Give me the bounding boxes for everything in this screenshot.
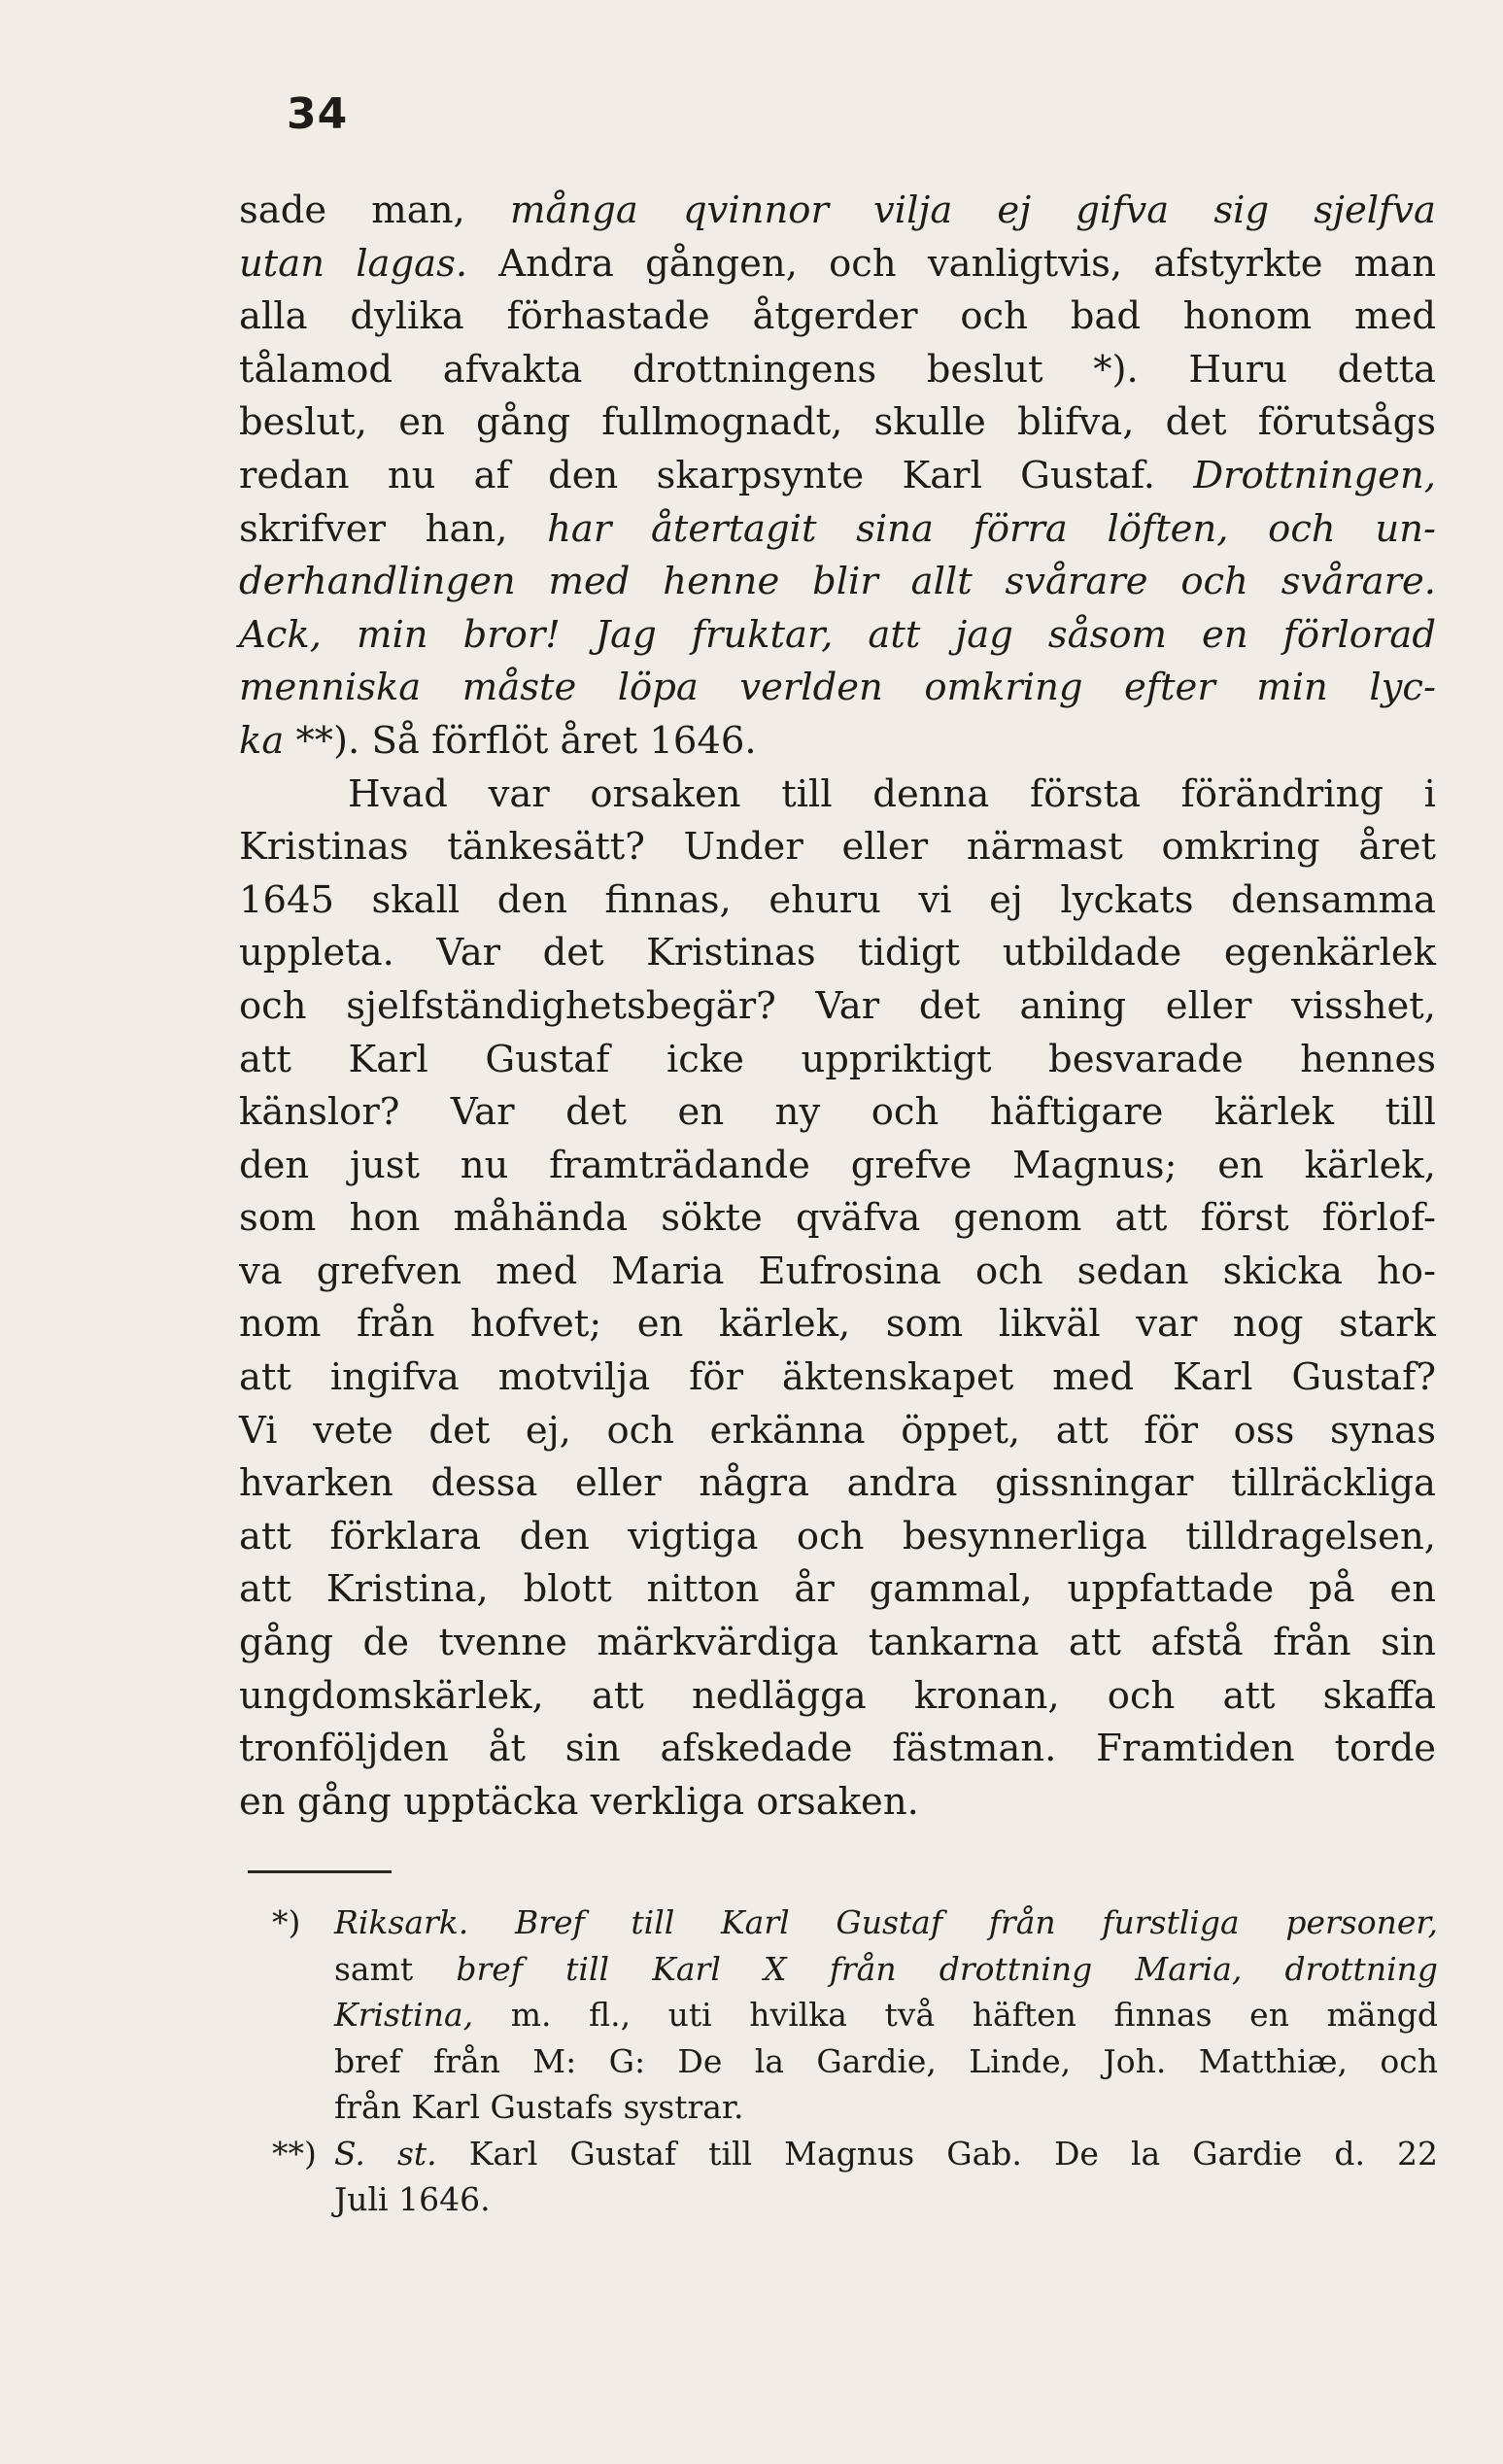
- body-text: [239, 185, 1436, 1829]
- footnote-line: [334, 2038, 1438, 2085]
- text-run: en gång upptäcka verkliga orsaken.: [239, 1779, 919, 1824]
- footnote-divider: [248, 1870, 392, 1873]
- text-run: att ingifva motvilja för äktenskapet med Karl Gustaf?: [239, 1355, 1436, 1400]
- footnote-line: [334, 1992, 1438, 2038]
- text-line: [239, 238, 1436, 291]
- page-number: 34: [287, 89, 349, 139]
- text-line: [239, 556, 1436, 609]
- footnote-line: [334, 2084, 1438, 2131]
- italic-text: Ack, min bror! Jag fruktar, att jag såsom en förlorad: [239, 612, 1436, 657]
- text-run: Karl Gustaf till Magnus Gab. De la Gardie d. 22: [436, 2134, 1438, 2173]
- text-run: den just nu framträdande grefve Magnus; en kärlek,: [239, 1143, 1436, 1187]
- italic-text: har återtagit sina förra löften, och un-: [547, 506, 1436, 551]
- text-line: [239, 769, 1436, 822]
- text-line: [239, 1457, 1436, 1511]
- text-run: att Karl Gustaf icke uppriktigt besvarade hennes: [239, 1037, 1436, 1081]
- italic-text: menniska måste löpa verlden omkring efter min lyc-: [239, 666, 1436, 710]
- text-line: [239, 821, 1436, 874]
- text-run: gång de tvenne märkvärdiga tankarna att afstå från sin: [239, 1621, 1436, 1665]
- text-line: [239, 1086, 1436, 1140]
- text-line: [239, 1405, 1436, 1458]
- italic-text: Riksark. Bref till Karl Gustaf från furstliga personer,: [334, 1903, 1438, 1941]
- text-line: [239, 503, 1436, 557]
- text-line: [239, 1298, 1436, 1352]
- footnote-mark: **): [272, 2134, 317, 2173]
- text-line: [239, 1670, 1436, 1724]
- text-run: och sjelfständighetsbegär? Var det aning eller visshet,: [239, 983, 1436, 1028]
- text-run: att Kristina, blott nitton år gammal, uppfattade på en: [239, 1567, 1436, 1612]
- text-run: Kristinas tänkesätt? Under eller närmast omkring året: [239, 825, 1436, 870]
- text-run: uppleta. Var det Kristinas tidigt utbildade egenkärlek: [239, 931, 1436, 975]
- text-line: [239, 1723, 1436, 1776]
- footnote-line: [334, 2131, 1438, 2177]
- text-line: [239, 344, 1436, 397]
- text-run: från Karl Gustafs systrar.: [334, 2088, 744, 2126]
- text-run: känslor? Var det en ny och häftigare kärlek till: [239, 1090, 1436, 1135]
- text-line: [239, 1140, 1436, 1193]
- text-run: Juli 1646.: [334, 2180, 491, 2218]
- text-line: [239, 1511, 1436, 1564]
- text-run: samt: [334, 1949, 457, 1988]
- text-line: [239, 1034, 1436, 1087]
- text-line: [239, 396, 1436, 450]
- text-run: som hon måhända sökte qväfva genom att först förlof-: [239, 1196, 1436, 1241]
- italic-text: Kristina,: [334, 1996, 474, 2034]
- text-run: tronföljden åt sin afskedade fästman. Framtiden torde: [239, 1727, 1436, 1771]
- text-line: [239, 185, 1436, 238]
- italic-text: ka: [239, 718, 285, 763]
- text-line: [239, 450, 1436, 503]
- italic-text: S. st.: [334, 2134, 437, 2173]
- text-run: sade man,: [239, 188, 510, 232]
- italic-text: många qvinnor vilja ej gifva sig sjelfva: [509, 188, 1436, 232]
- text-line: [239, 291, 1436, 344]
- text-line: [239, 715, 1436, 769]
- text-run: bref från M: G: De la Gardie, Linde, Joh. Matthiæ, och: [334, 2041, 1438, 2080]
- text-run: Vi vete det ej, och erkänna öppet, att för oss synas: [239, 1408, 1436, 1453]
- footnote: [272, 2131, 1438, 2223]
- footnote: [272, 1899, 1438, 2131]
- text-run: beslut, en gång fullmognadt, skulle blifva, det förutsågs: [239, 400, 1436, 445]
- text-line: [239, 1776, 1436, 1830]
- text-line: [239, 609, 1436, 663]
- text-line: [239, 662, 1436, 715]
- footnote-line: [334, 2176, 1438, 2223]
- italic-text: Drottningen,: [1193, 453, 1436, 497]
- italic-text: derhandlingen med henne blir allt svårare och svårare.: [239, 560, 1436, 604]
- text-run: ungdomskärlek, att nedlägga kronan, och att skaffa: [239, 1673, 1436, 1718]
- text-line: [239, 1192, 1436, 1246]
- text-run: m. fl., uti hvilka två häften finnas en mängd: [473, 1996, 1438, 2034]
- text-run: alla dylika förhastade åtgerder och bad honom med: [239, 294, 1436, 339]
- footnote-line: [334, 1899, 1438, 1946]
- text-line: [239, 1246, 1436, 1299]
- text-run: skrifver han,: [239, 506, 548, 551]
- text-run: nom från hofvet; en kärlek, som likväl var nog stark: [239, 1302, 1436, 1347]
- text-run: redan nu af den skarpsynte Karl Gustaf.: [239, 453, 1194, 497]
- text-run: hvarken dessa eller några andra gissningar tillräckliga: [239, 1461, 1436, 1506]
- text-line: [239, 874, 1436, 928]
- italic-text: utan lagas.: [239, 241, 468, 286]
- text-run: tålamod afvakta drottningens beslut *). Huru detta: [239, 347, 1436, 392]
- footnotes: [272, 1899, 1438, 2223]
- text-run: att förklara den vigtiga och besynnerliga tilldragelsen,: [239, 1514, 1436, 1558]
- text-run: 1645 skall den finnas, ehuru vi ej lyckats densamma: [239, 877, 1436, 922]
- footnote-mark: *): [272, 1903, 301, 1941]
- text-line: [239, 1617, 1436, 1670]
- text-run: **). Så förflöt året 1646.: [284, 718, 757, 763]
- text-run: Hvad var orsaken till denna första förändring i: [348, 771, 1436, 816]
- text-line: [239, 927, 1436, 980]
- italic-text: bref till Karl X från drottning Maria, drottning: [456, 1949, 1438, 1988]
- text-line: [239, 980, 1436, 1034]
- footnote-line: [334, 1946, 1438, 1993]
- text-line: [239, 1352, 1436, 1405]
- text-run: va grefven med Maria Eufrosina och sedan skicka ho-: [239, 1249, 1436, 1293]
- text-line: [239, 1563, 1436, 1617]
- text-run: Andra gången, och vanligtvis, afstyrkte man: [467, 241, 1436, 286]
